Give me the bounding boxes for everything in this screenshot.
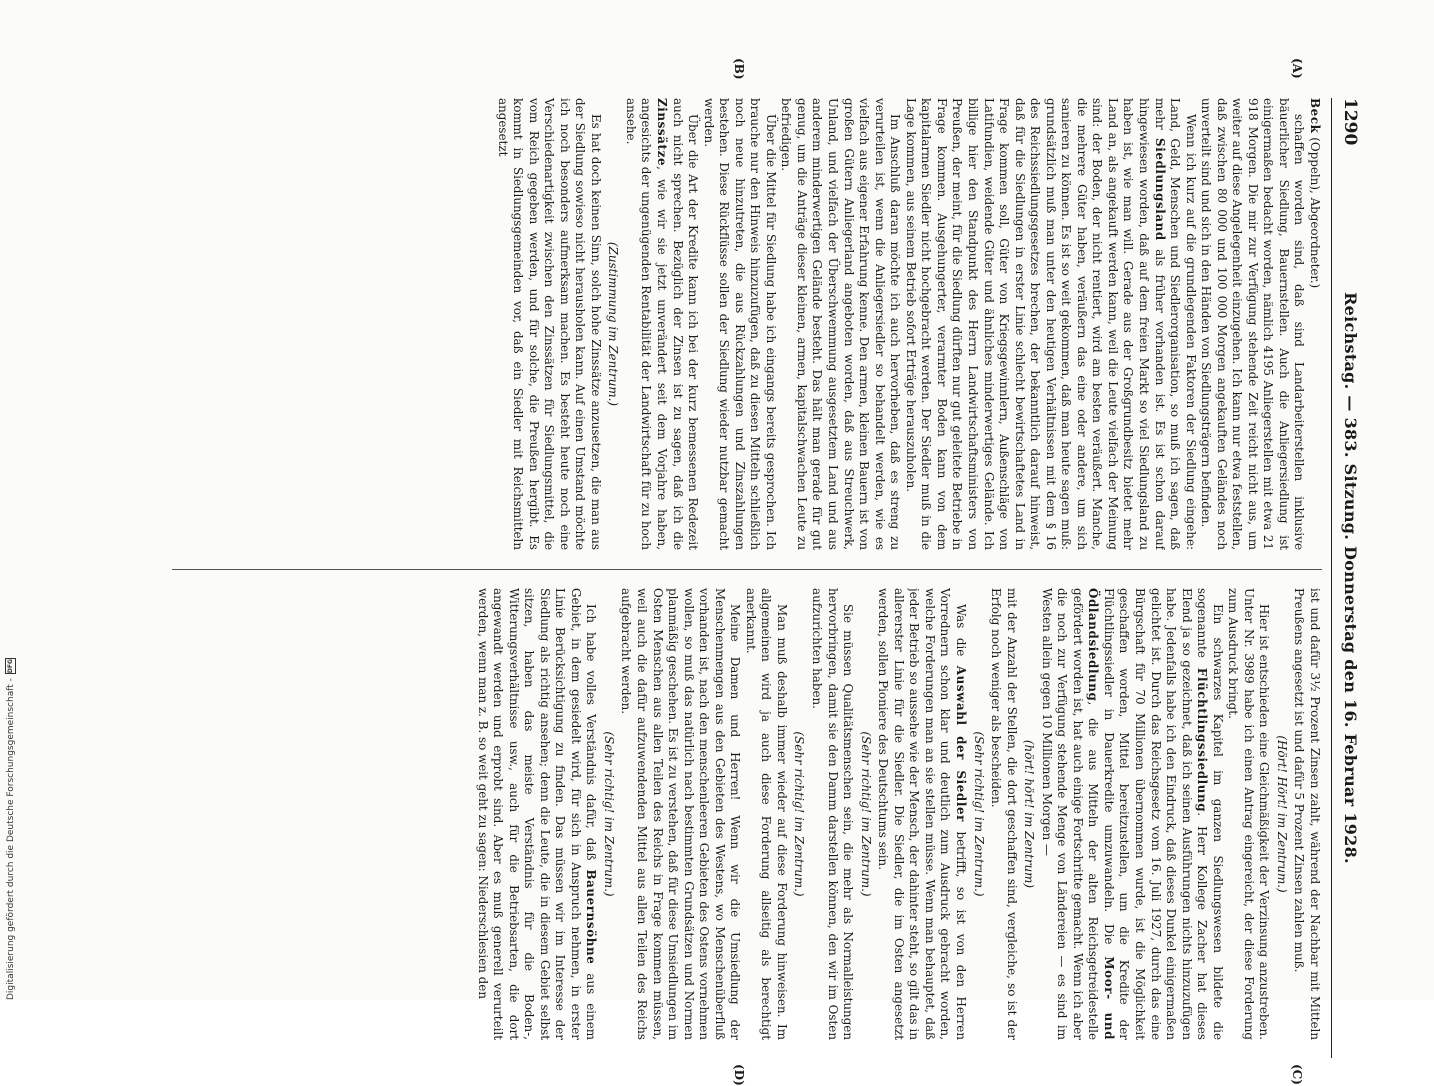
text-run: Sie müssen Qualitätsmenschen sein, die mehr als Normalleistungen hervorbringen, damit sie den Damm darstellen können, den wir im Osten aufzurichten haben. (810, 588, 856, 1040)
text-run: Über die Mittel für Siedlung habe ich eingangs bereits gesprochen. Ich brauche nur den Hinweis hinzuzufügen, daß zu diesen Mitteln schließlich noch neue hinzutreten, die aus Rückzahlungen und Zinszahlungen bestehen. Diese Rückflüsse sollen der Siedlung wieder nutzbar gemacht werden. (701, 98, 778, 550)
text-run: Was die (953, 604, 968, 666)
digitization-credit (2, 10, 20, 1000)
paragraph (742, 588, 789, 1040)
interjection: (hört! hört! im Zentrum) (1022, 739, 1037, 889)
column-divider (172, 569, 1322, 570)
left-text-column (162, 98, 1322, 550)
paragraph (1306, 98, 1322, 550)
emphasized-term: Bauernsöhne (584, 869, 599, 965)
emphasized-term: Flüchtlingssiedlung (1195, 667, 1210, 813)
interjection: (Sehr richtig! im Zentrum.) (601, 731, 616, 897)
text-run: Es hat doch keinen Sinn, solch hohe Zinssätze anzusetzen, die man aus der Siedlung sowieso nicht herausholen kann. Auf einen Umstand möchte ich noch besonders aufmerksam machen. Es besteht heute noch eine Verschiedenartigkeit zwischen den Zinssätzen für Siedlungsmittel, die vom Reich gegeben werden, und für solche, die Preußen hergibt. Es kommt in Siedlungsgemeinden vor, daß ein Siedler mit Reichsmitteln angesetzt (495, 98, 603, 550)
paragraph (618, 588, 742, 1040)
paragraph (1291, 588, 1322, 1040)
text-run: Ich habe volles Verständnis dafür, daß (584, 604, 599, 870)
interjection: (Sehr richtig! im Zentrum.) (858, 731, 873, 897)
text-run: ist und dafür 3½ Prozent Zinsen zahlt, während der Nachbar mit Mitteln Preußens angesetzt ist und dafür 5 Prozent Zinsen zahlen muß. (1292, 588, 1322, 1040)
interjection: (Sehr richtig! im Zentrum.) (792, 731, 807, 897)
credit-text: Digitalisierung gefördert durch die Deutsche Forschungsgemeinschaft - (6, 678, 16, 1000)
speaker-name: Beck (1308, 98, 1322, 134)
text-run: Im Anschluß daran möchte ich auch hervorheben, daß es streng zu verurteilen ist, wenn die Anliegersiedler so behandelt werden, wie es vielfach aus eigener Erfahrung kenne. Den armen, kleinen Bauern ist von großen Gütern Anliegerland angeboten worden, daß aus Streuchwerk, Unland, und vielfach der Überschwemmung ausgesetztem Land und aus anderem minderwertigen Gelände besteht. Das hält man gerade für gut genug, um die Anträge dieser kleinen, armen, kapitalschwachen Leute zu befriedigen. (779, 98, 903, 550)
emphasized-term: Moor- und Ödlandsiedlung (1086, 588, 1116, 1040)
paragraph (809, 588, 856, 1040)
margin-marker-a: (A) (1290, 58, 1304, 79)
margin-marker-d: (D) (732, 1064, 746, 1086)
paragraph (778, 98, 902, 550)
text-run: schaffen worden sind, daß sind Landarbeiterstellen inklusive bäuerlicher Siedlung, Bauernstellen. Auch die Anliegersiedlung ist einigermaßen bedacht worden, nämlich 4195 Anliegerstellen mit etwa 21 918 Morgen. Die mir zur Verfügung stehende Zeit reicht nicht aus, um weiter auf diese Angelegenheit einzugehen. Ich kann nur etwa feststellen, daß zwischen 80 000 und 100 000 Morgen angekauften Geländes noch unverteilt sind und sich in den Händen von Siedlungsträgern befinden. (1199, 98, 1307, 550)
dfg-logo: DFG (7, 659, 14, 674)
text-run: , die aus Mitteln der alten Reichsgetreidestelle gefördert worden ist, hat auch einige Fortschritte gemacht. Wenn ich aber die noch zur Verfügung stehende Menge von Ländereien — es sind im Westen allein gegen 10 Millionen Morgen — (1039, 588, 1101, 1040)
paragraph (875, 588, 968, 1040)
emphasized-term: Auswahl der Siedler (953, 665, 968, 822)
interjection: (Hört! Hört! im Zentrum.) (1274, 735, 1289, 893)
running-header (1331, 98, 1362, 1058)
margin-marker-b: (B) (732, 58, 746, 80)
page-number: 1290 (1340, 98, 1360, 146)
paragraph (622, 98, 700, 550)
interjection: (Zustimmung im Zentrum.) (606, 241, 621, 407)
text-run: als früher vorhanden ist. Es ist schon darauf hingewiesen worden, daß auf dem freien Markt so viel Siedlungsland zu haben ist, wie man will. Gerade aus der Großgrundbesitz bietet mehr Land an, als angekauft werden kann, weil die Leute vielfach der Meinung sind: der Boden, der nicht rentiert, wird am besten veräußert. Manche, die mehrere Güter haben, veräußern das eine oder andere, um sich sanieren zu können. Es ist so weit gekommen, daß man heute sagen muß: grundsätzlich muß man unter den heutigen Verhältnissen mit dem § 16 des Reichssiedlungsgesetzes brechen, der bekanntlich darauf hinweist, daß für die Siedlungen in erster Linie schlecht bewirtschaftetes Land in Frage kommen soll, Güter von Kriegsgewinnlern, Außenschläge von Latifundien, weidende Güter und ähnliches minderwertiges Gelände. Ich billige hier den Standpunkt des Herrn Landwirtschaftsministers von Preußen, der meint, für die Siedlung dürften nur gut geleitete Betriebe in Frage kommen. Ausgehungerter, verarmter Boden kann von dem kapitalarmen Siedler nicht hochgebracht werden. Der Siedler muß in die Lage kommen, aus seinem Betrieb sofort Erträge herauszuholen. (903, 98, 1167, 550)
text-run: Über die Art der Kredite kann ich bei der kurz bemessenen Redezeit auch nicht sprechen. Bezüglich der Zinsen ist zu sagen, daß ich die (670, 98, 701, 550)
text-run: aus einem Gebiet, in dem gesiedelt wird, für sich in Anspruch nehmen, in erster Linie Berücksichtigung zu finden. Das müssen wir im Interesse der Siedlung als richtig ansehen; denn die Leute, die in diesem Gebiet selbst sitzen, haben das meiste Verständnis für die Boden-, Witterungsverhältnisse usw., auch für die Betriebsarten, die dort angewandt werden und erprobt sind. Aber es muß generell verurteilt werden, wenn man z. B. so weit geht zu sagen: Niederschlesien den (475, 588, 599, 1040)
text-run: mit der Anzahl der Stellen, die dort geschaffen sind, vergleiche, so ist der Erfolg noch weniger als bescheiden. (989, 588, 1019, 1040)
paragraph (700, 98, 778, 550)
emphasized-term: Zinssätze (655, 98, 670, 167)
text-run: Wenn ich kurz auf die grundlegenden Faktoren der Siedlung eingehe: Land, Geld, Menschen und Siedlerorganisation, so muß ich sagen, daß mehr (1152, 98, 1198, 550)
text-run: Meine Damen und Herren! Wenn wir die Umsiedlung der Menschenmengen aus den Gebieten des Westens, wo Menschenüberfluß vorhanden ist, nach den menschenleeren Gebieten des Ostens vornehmen wollen, so muß das natürlich nach bestimmten Grundsätzen und Normen planmäßig geschehen. Es ist zu verstehen, daß für diese Umsiedlungen im Osten Menschen aus allen Teilen des Reichs in Frage kommen müssen, weil auch die dafür aufzuwendenden Mittel aus allen Teilen des Reichs aufgebracht werden. (619, 588, 743, 1040)
speaker-affiliation: (Oppeln), Abgeordneter.) (1308, 133, 1322, 289)
margin-marker-c: (C) (1290, 1064, 1304, 1085)
paragraph (474, 588, 598, 1040)
text-run: betrifft, so ist von den Herren Vorrednern schon klar und deutlich zum Ausdruck gebracht worden, welche Forderungen man an sie stellen müsse. Wenn man behauptet, daß jeder Betrieb so aussehe wie der Mensch, der dahinter steht, so gilt das in allererster Linie für die Siedler. Die Siedler, die im Osten angesetzt werden, sollen Pioniere des Deutschtums sein. (876, 588, 968, 1040)
text-run: , wie wir sie jetzt unverändert seit dem Vorjahre haben, angesichts der ungenügenden Rentabilität der Landwirtschaft für zu hoch ansehe. (623, 98, 670, 550)
newspaper-page-rotated (152, 58, 1362, 1086)
paragraph (902, 98, 1197, 550)
paragraph (1198, 98, 1307, 550)
paragraph (494, 98, 603, 550)
text-run: . Herr Kollege Zacher hat dieses Elend ja so gezeichnet, daß ich seinen Ausführungen nichts hinzuzufügen habe. Jedenfalls habe ich den Eindruck, daß dieses Dunkel einigermaßen gelichtet ist. Durch das Reichsgesetz vom 16. Juli 1927, durch das eine Bürgschaft für 70 Millionen übernommen wurde, ist die Möglichkeit geschaffen worden, Mittel bereitzustellen, um die Kredite der Flüchtlingssiedler in Dauerkredite umzuwandeln. Die (1101, 588, 1210, 1040)
emphasized-term: Siedlungsland (1152, 138, 1167, 241)
text-run: Man muß deshalb immer wieder auf diese Forderung hinweisen. Im allgemeinen wird ja auch diese Forderung allseitig als berechtigt anerkannt. (743, 588, 789, 1040)
paragraph (1225, 588, 1272, 1040)
text-run: Hier ist entschieden eine Gleichmäßigkeit der Verzinsung anzustreben. Unter Nr. 3989 habe ich einen Antrag eingereicht, der diese Forderung zum Ausdruck bringt. (1226, 588, 1272, 1040)
paragraph (988, 588, 1019, 1040)
right-text-column (162, 588, 1322, 1040)
text-run: Ein schwarzes Kapitel im ganzen Siedlungswesen bildete die sogenannte (1195, 588, 1225, 1040)
paragraph (1038, 588, 1225, 1040)
interjection: (Sehr richtig! im Zentrum.) (971, 731, 986, 897)
page-title: Reichstag. — 383. Sitzung. Donnerstag den 16. Februar 1928. (1341, 292, 1360, 864)
